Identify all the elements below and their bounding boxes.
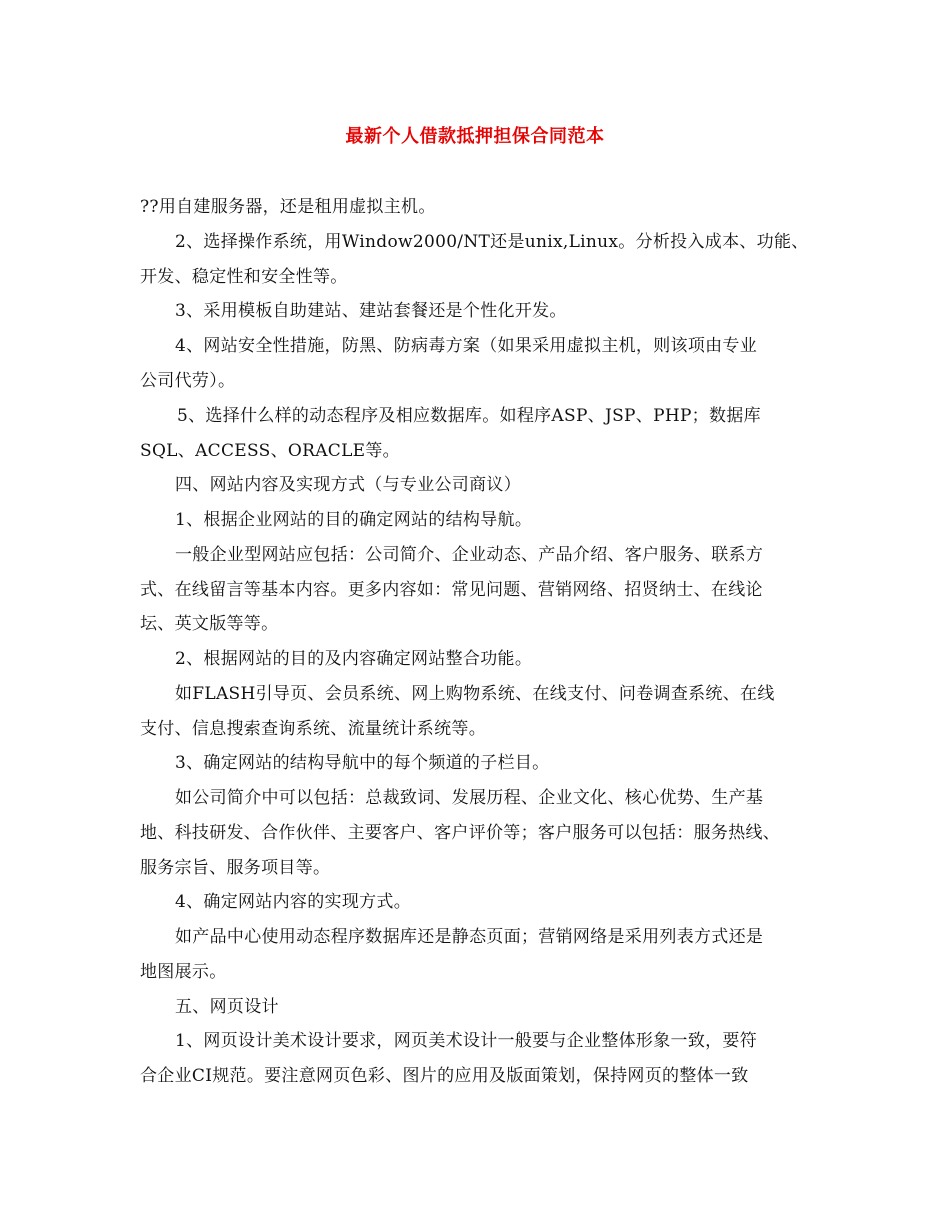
text-line: 服务宗旨、服务项目等。 (140, 858, 331, 878)
section-heading: 五、网页设计 (175, 997, 279, 1017)
text-line: 2、选择操作系统，用Window2000/NT还是unix,Linux。分析投入成本、功能、 (175, 232, 809, 252)
text-line: 如FLASH引导页、会员系统、网上购物系统、在线支付、问卷调查系统、在线 (175, 684, 775, 704)
text-line: 1、根据企业网站的目的确定网站的结构导航。 (175, 510, 533, 530)
text-line: 5、选择什么样的动态程序及相应数据库。如程序ASP、JSP、PHP；数据库 (177, 406, 761, 426)
text-line: 支付、信息搜索查询系统、流量统计系统等。 (140, 719, 486, 739)
text-line: 4、网站安全性措施，防黑、防病毒方案（如果采用虚拟主机，则该项由专业 (175, 336, 758, 356)
text-line: 3、采用模板自助建站、建站套餐还是个性化开发。 (175, 301, 567, 321)
text-line: 如公司简介中可以包括：总裁致词、发展历程、企业文化、核心优势、生产基 (175, 788, 764, 808)
document-title: 最新个人借款抵押担保合同范本 (345, 126, 605, 147)
text-line: 地图展示。 (140, 962, 227, 982)
text-line: 式、在线留言等基本内容。更多内容如：常见问题、营销网络、招贤纳士、在线论 (140, 580, 763, 600)
section-heading: 四、网站内容及实现方式（与专业公司商议） (175, 475, 521, 495)
text-line: SQL、ACCESS、ORACLE等。 (140, 441, 400, 461)
text-line: 公司代劳）。 (140, 371, 236, 391)
text-line: 合企业CI规范。要注意网页色彩、图片的应用及版面策划，保持网页的整体一致 (140, 1066, 749, 1086)
text-line: ??用自建服务器，还是租用虚拟主机。 (140, 197, 436, 217)
text-line: 如产品中心使用动态程序数据库还是静态页面；营销网络是采用列表方式还是 (175, 927, 764, 947)
text-line: 一般企业型网站应包括：公司简介、企业动态、产品介绍、客户服务、联系方 (175, 545, 764, 565)
text-line: 开发、稳定性和安全性等。 (140, 267, 348, 287)
text-line: 2、根据网站的目的及内容确定网站整合功能。 (175, 649, 533, 669)
text-line: 坛、英文版等等。 (140, 614, 279, 634)
text-line: 4、确定网站内容的实现方式。 (175, 892, 412, 912)
text-line: 1、网页设计美术设计要求，网页美术设计一般要与企业整体形象一致，要符 (175, 1031, 758, 1051)
text-line: 地、科技研发、合作伙伴、主要客户、客户评价等；客户服务可以包括：服务热线、 (140, 823, 781, 843)
text-line: 3、确定网站的结构导航中的每个频道的子栏目。 (175, 753, 550, 773)
